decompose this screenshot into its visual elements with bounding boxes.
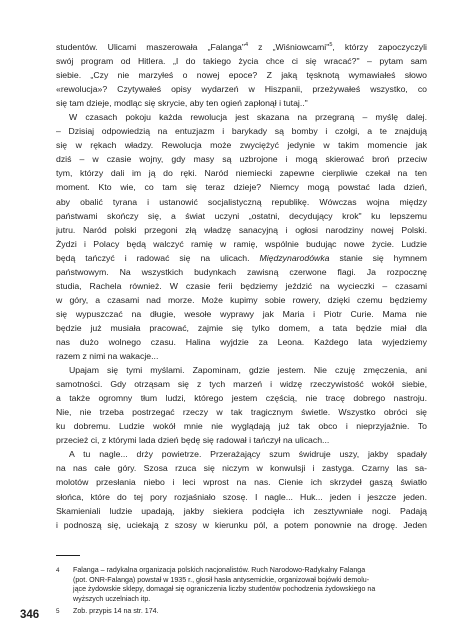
body-line	[56, 138, 427, 152]
main-text	[56, 40, 427, 532]
text-run: się w rękach władzy. Rewolucja może zwyciężyć jedynie w takim momencie jak	[56, 140, 427, 151]
footnote-number: 4	[56, 567, 60, 574]
body-line	[56, 349, 427, 363]
text-run: będą tańczyć i radować się na ulicach.	[56, 252, 260, 263]
text-run: W czasach pokoju każda rewolucja jest skazana na przegraną – myślę dalej.	[69, 112, 427, 123]
body-line	[56, 223, 427, 237]
body-line	[56, 321, 427, 335]
text-run: jutru. Naród polski przegoni złą władzę sanacyjną i ogłosi narodziny nowej Polski.	[56, 224, 427, 235]
text-run: będzie już musiała pracować, zajmie się tylko domem, a tata będzie miał dla	[56, 322, 427, 333]
text-run: – Dzisiaj odpowiedzią na entuzjazm i barykady są bomby i czołgi, a te znajdują	[56, 126, 427, 137]
body-line	[56, 391, 427, 405]
footnote-line: Zob. przypis 14 na str. 174.	[73, 607, 159, 615]
body-line	[56, 307, 427, 321]
body-line	[56, 40, 427, 54]
body-line	[56, 82, 427, 96]
text-run: Żydzi i Polacy będą walczyć ramię w ramię, wspólnie budując nowe życie. Ludzie	[56, 238, 427, 249]
body-line	[56, 490, 427, 504]
body-line	[56, 377, 427, 391]
text-run: studia, Rachela również. W czasie ferii będziemy jeździć na wycieczki – czasami	[56, 280, 427, 291]
text-run: w góry, a czasami nad morze. Może kupimy sobie rowery, dzięki czemu będziemy	[56, 294, 427, 305]
body-line	[56, 447, 427, 461]
body-line	[56, 279, 427, 293]
text-run: swój program od Hitlera. „I do takiego życia chce ci się wracać?" – pytam sam	[56, 56, 427, 67]
text-run: stanie się hymnem	[329, 252, 427, 263]
text-run: tym, którzy dali im ją do ręki. Naród niemiecki zapewne cierpliwie czekał na ten	[56, 168, 427, 179]
text-run: nas dużo wolnego czasu. Halina wyjdzie za Leona. Każdego lata wyjedziemy	[56, 336, 427, 347]
text-run: państwowym. Na wszystkich budynkach zawisną czerwone flagi. Ja rozpocznę	[56, 266, 427, 277]
body-line	[56, 461, 427, 475]
footnote-4	[56, 566, 427, 604]
footnote-divider	[56, 555, 80, 556]
text-run: A tu nagle... drży powietrze. Przerażający szum świdruje uszy, jakby spadały	[69, 449, 427, 460]
footnote-line: jące żydowskie sklepy, domagał się ograniczenia liczby studentów pochodzenia żydowskiego na	[73, 585, 376, 594]
footnote-ref[interactable]: 4	[244, 42, 249, 49]
text-run: a także ogromny tłum ludzi, którego jestem częścią, nie tracę dobrego nastroju.	[56, 393, 427, 404]
body-line	[56, 124, 427, 138]
body-line	[56, 54, 427, 68]
text-run: razem z nimi na wakacje...	[56, 351, 159, 362]
body-line	[56, 237, 427, 251]
text-run: ku dobremu. Ludzie wokół mnie nie wyglądają już tak obco i nieprzyjaźnie. To	[56, 421, 427, 432]
text-run: molotów przesłania niebo i leci wprost na nas. Cienie ich skrzydeł gaszą światło	[56, 477, 427, 488]
italic-text: Międzynarodówka	[259, 252, 330, 263]
footnote-5	[56, 607, 159, 617]
footnote-ref[interactable]: 5	[329, 42, 333, 49]
text-run: na nas całe góry. Szosa rzuca się niczym w konwulsji i zastyga. Czarny las sa-	[56, 463, 427, 474]
body-line	[56, 504, 427, 518]
body-line	[56, 405, 427, 419]
text-run: Upajam się tymi myślami. Zapominam, gdzie jestem. Nie czuję zmęczenia, ani	[69, 365, 427, 376]
text-run: państwami skończy się, a świat uczyni „ostatni, decydujący krok" ku lepszemu	[56, 210, 427, 221]
body-line	[56, 433, 427, 447]
body-line	[56, 475, 427, 489]
text-run: Skamieniali ludzie upadają, jakby siekiera podcięła ich zesztywniałe nogi. Padają	[56, 505, 427, 516]
body-line	[56, 335, 427, 349]
text-run: samotności. Gdy otrząsam się z tych marzeń i widzę rzeczywistość wokół siebie,	[56, 379, 427, 390]
body-line	[56, 96, 427, 110]
body-line	[56, 195, 427, 209]
body-line	[56, 265, 427, 279]
body-line	[56, 68, 427, 82]
footnotes	[56, 566, 427, 604]
text-run: , którzy zapoczyczyli	[332, 42, 427, 52]
text-run: z „Wiśniowcami"	[248, 42, 330, 52]
body-line	[56, 518, 427, 532]
text-run: się wypuszczać na długie, wesołe wyprawy jak Maria i Piotr Curie. Mama nie	[56, 308, 427, 319]
page-number: 346	[20, 609, 40, 621]
text-run: aby obalić tyrana i ustanowić socjalistyczną republikę. Wówczas wojna między	[56, 196, 427, 207]
body-line	[56, 251, 427, 265]
text-run: «rewolucja»? Czytywałeś opisy wydarzeń w Hiszpanii, przeżywałeś wszystko, co	[56, 84, 427, 95]
text-run: przecież ci, z którymi lada dzień będę się radował i tańczył na ulicach...	[56, 435, 330, 446]
body-line	[56, 419, 427, 433]
text-run: siebie. „Czy nie marzyłeś o nowej epoce? Z jaką tęsknotą wymawiałeś słowo	[56, 70, 427, 81]
footnote-line: Falanga – radykalna organizacja polskich nacjonalistów. Ruch Narodowo-Radykalny Falanga	[73, 566, 366, 574]
footnote-line: (pot. ONR-Falanga) powstał w 1935 r., głosił hasła antysemickie, organizował bojówki demolu-	[73, 575, 370, 584]
text-run: słońca, które do tej pory rozjaśniało szosę. I nagle... Huk... jeden i jeszcze jeden.	[56, 491, 427, 502]
text-run: się tam dzieje, modląc się skrycie, aby ten ogień zapłonął i tutaj.."	[56, 98, 308, 109]
body-line	[56, 152, 427, 166]
text-run: i podnoszą się, uciekają z szosy w kierunku pól, a potem ponownie na drogę. Jeden	[56, 519, 427, 530]
body-line	[56, 363, 427, 377]
body-line	[56, 293, 427, 307]
footnote-number: 5	[56, 608, 60, 615]
text-run: moment. Kto wie, co tam się teraz dzieje? Niemcy mogą powstać lada dzień,	[56, 182, 427, 193]
text-run: dziś – w czasie wojny, gdy masy są uzbrojone i mogą skierować broń przeciw	[56, 154, 427, 165]
text-run: Nie, nie trzeba postrzegać rzeczy w tak tragicznym świetle. Wszystko obróci się	[56, 407, 427, 418]
body-line	[56, 209, 427, 223]
body-line	[56, 110, 427, 124]
text-run: studentów. Ulicami maszerowała „Falanga"	[56, 42, 245, 52]
body-line	[56, 166, 427, 180]
footnote-line: wyższych uczelniach itp.	[73, 594, 151, 603]
body-line	[56, 180, 427, 194]
